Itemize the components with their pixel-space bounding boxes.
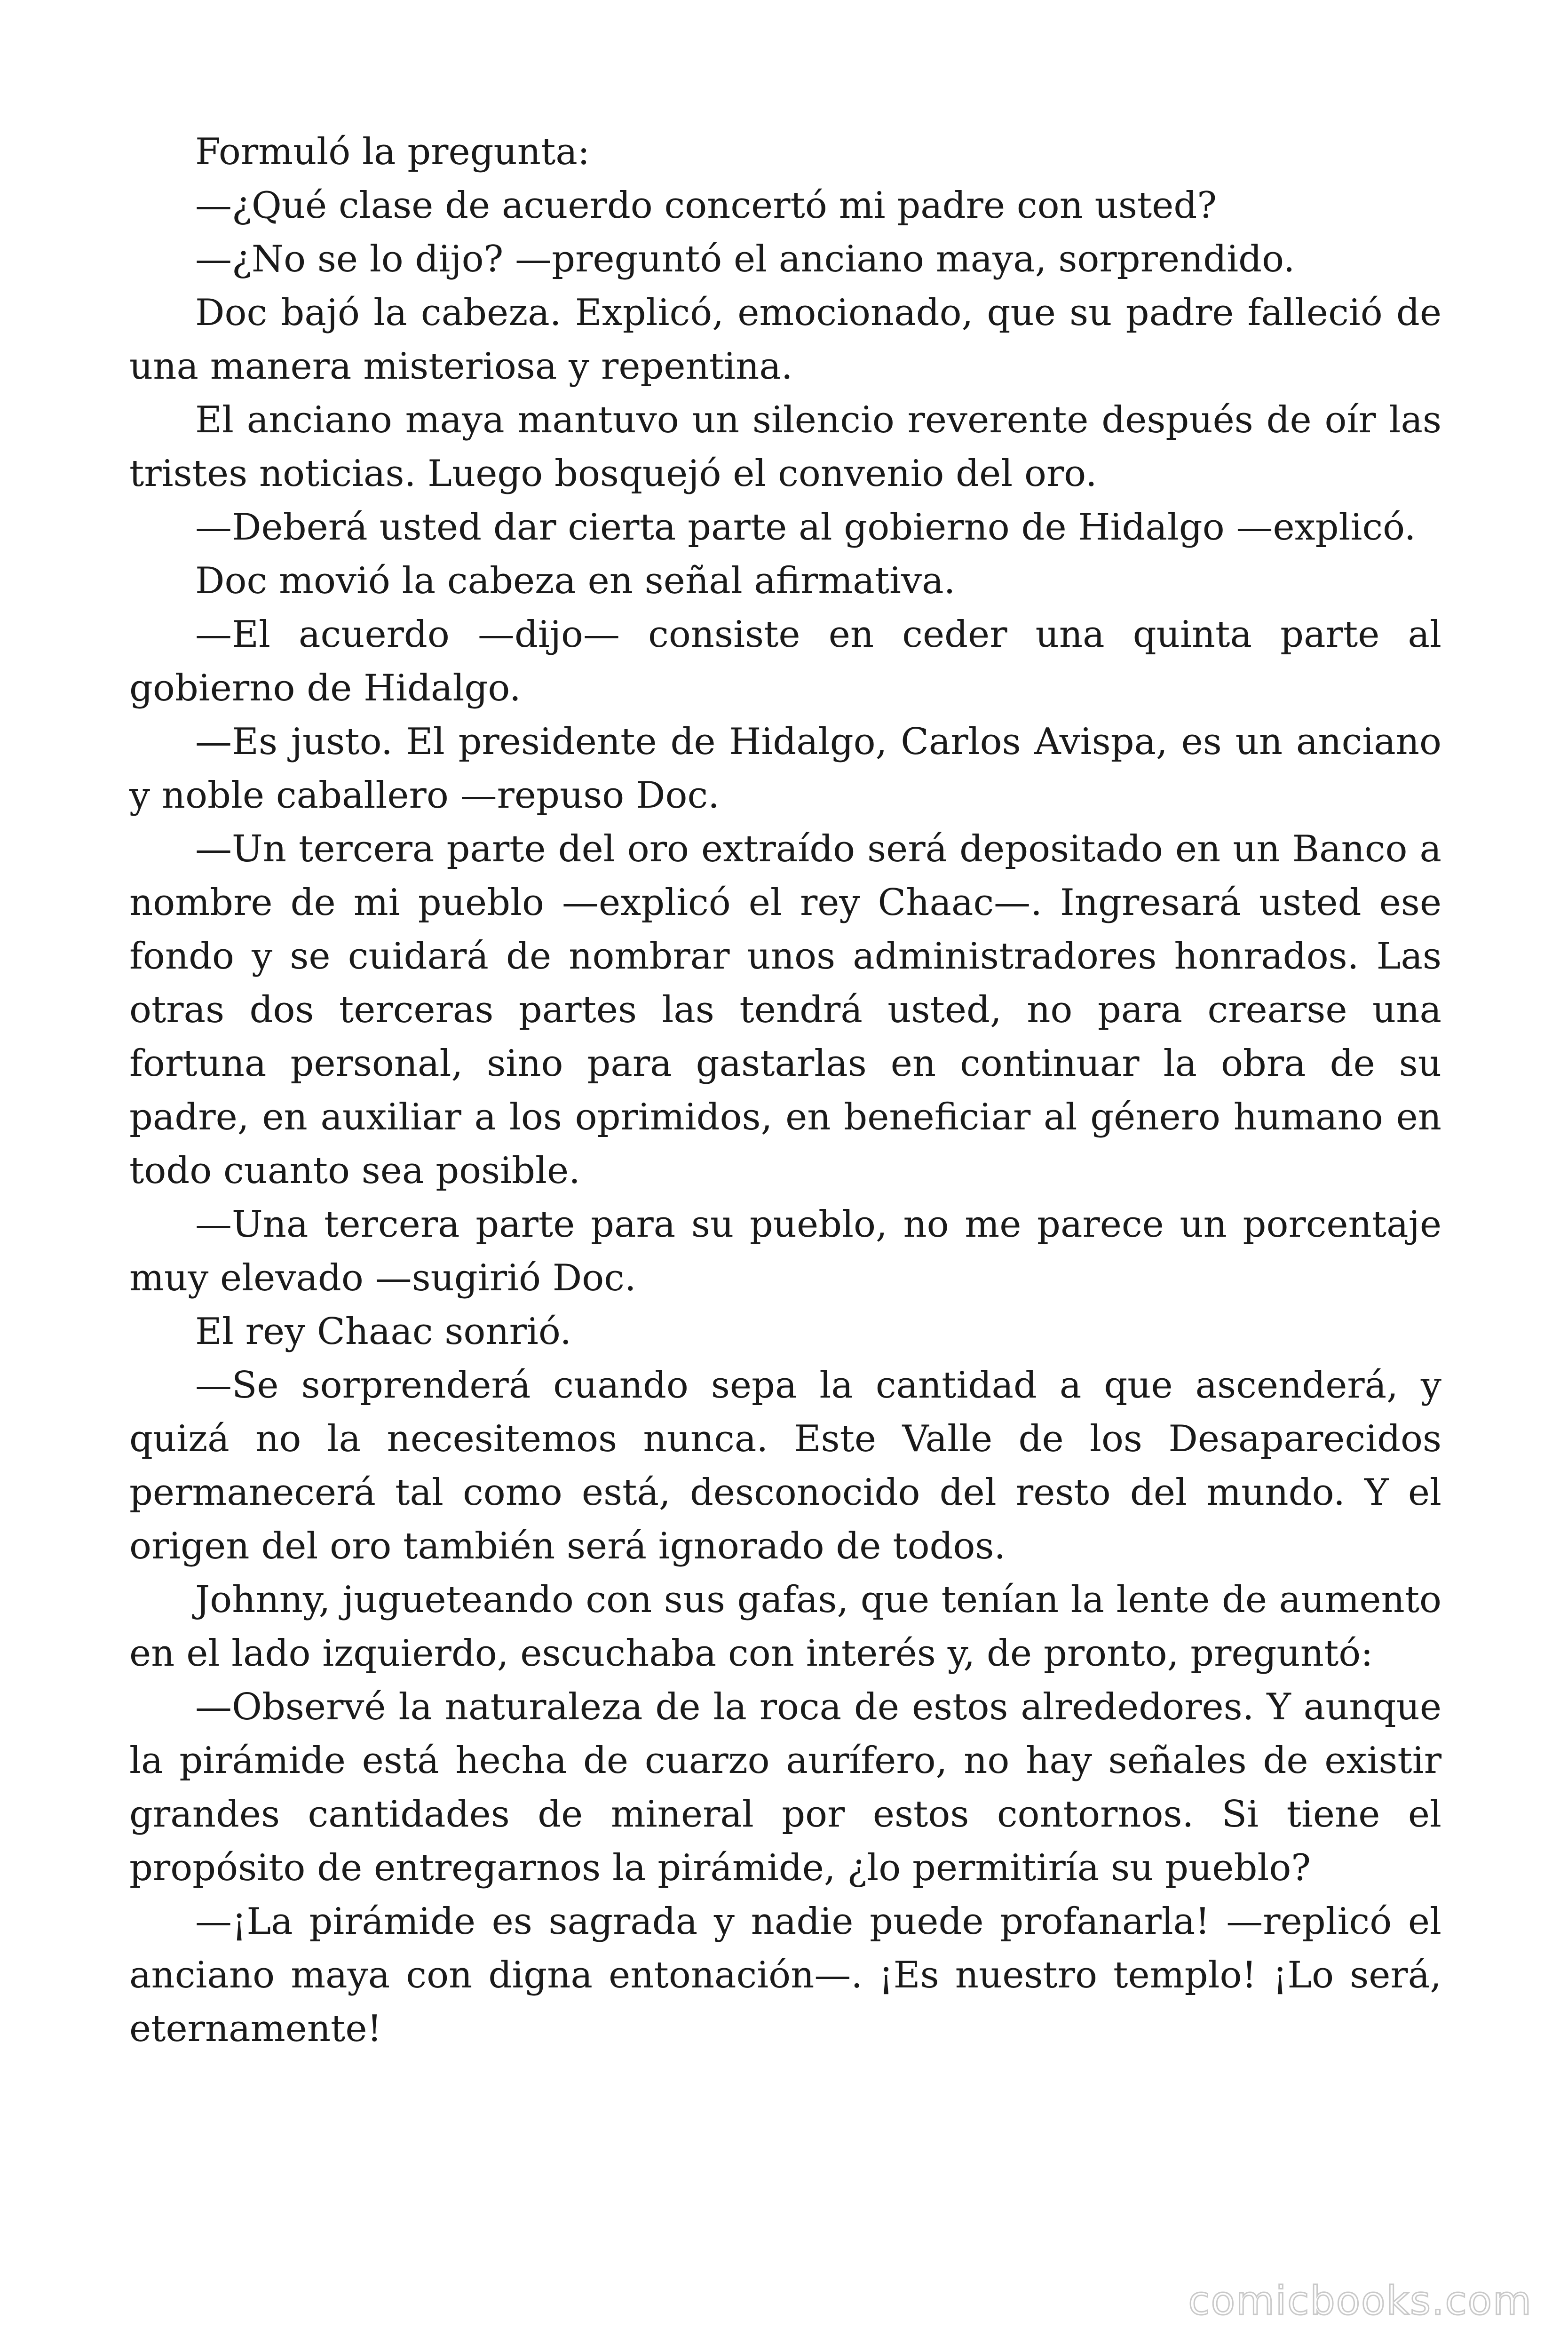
- paragraph: —Un tercera parte del oro extraído será depositado en un Banco a nombre de mi pueblo —explicó el rey Chaac—. Ingresará usted ese fondo y se cuidará de nombrar unos administradores honrados. Las otras dos terceras partes las tendrá usted, no para crearse una fortuna personal, sino para gastarlas en continuar la obra de su padre, en auxiliar a los oprimidos, en beneficiar al género humano en todo cuanto sea posible.: [129, 828, 1441, 1192]
- paragraph: —Una tercera parte para su pueblo, no me parece un porcentaje muy elevado —sugirió Doc.: [129, 1203, 1441, 1299]
- paragraph: —Es justo. El presidente de Hidalgo, Carlos Avispa, es un anciano y noble caballero —repuso Doc.: [129, 721, 1441, 817]
- paragraph: —El acuerdo —dijo— consiste en ceder una quinta parte al gobierno de Hidalgo.: [129, 613, 1441, 709]
- paragraph: Formuló la pregunta:: [195, 131, 590, 173]
- paragraph: Doc movió la cabeza en señal afirmativa.: [195, 560, 956, 602]
- paragraph: —¿No se lo dijo? —preguntó el anciano maya, sorprendido.: [195, 238, 1295, 280]
- book-page-text: [129, 125, 1441, 2056]
- paragraph: —¿Qué clase de acuerdo concertó mi padre con usted?: [195, 184, 1217, 227]
- paragraph: Johnny, jugueteando con sus gafas, que tenían la lente de aumento en el lado izquierdo, escuchaba con interés y, de pronto, preguntó:: [129, 1579, 1441, 1675]
- paragraph: El anciano maya mantuvo un silencio reverente después de oír las tristes noticias. Luego bosquejó el convenio del oro.: [129, 399, 1441, 495]
- paragraph: —¡La pirámide es sagrada y nadie puede profanarla! —replicó el anciano maya con digna entonación—. ¡Es nuestro templo! ¡Lo será, eternamente!: [129, 1900, 1441, 2050]
- paragraph: Doc bajó la cabeza. Explicó, emocionado, que su padre falleció de una manera misteriosa y repentina.: [129, 292, 1441, 388]
- paragraph: —Se sorprenderá cuando sepa la cantidad a que ascenderá, y quizá no la necesitemos nunca. Este Valle de los Desaparecidos permanecerá tal como está, desconocido del resto del mundo. Y el origen del oro también será ignorado de todos.: [129, 1364, 1441, 1567]
- paragraph: —Observé la naturaleza de la roca de estos alrededores. Y aunque la pirámide está hecha de cuarzo aurífero, no hay señales de existir grandes cantidades de mineral por estos contornos. Si tiene el propósito de entregarnos la pirámide, ¿lo permitiría su pueblo?: [129, 1686, 1441, 1889]
- paragraph: El rey Chaac sonrió.: [195, 1311, 572, 1353]
- site-watermark: comicbooks.com: [1188, 2278, 1532, 2324]
- paragraph: —Deberá usted dar cierta parte al gobierno de Hidalgo —explicó.: [195, 506, 1416, 548]
